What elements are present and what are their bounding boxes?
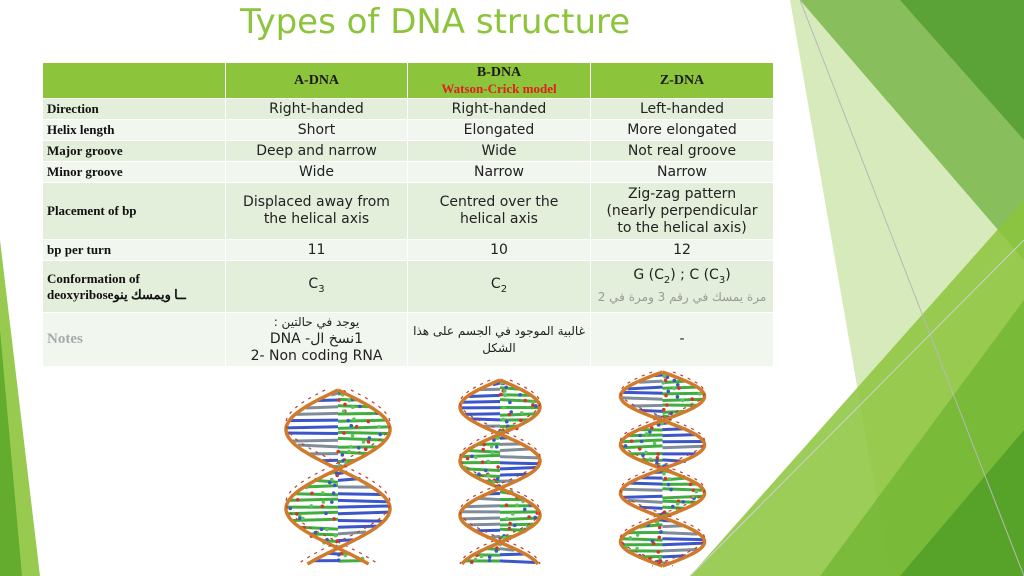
cell-b: غالبية الموجود في الجسم على هذا الشكل <box>408 313 591 367</box>
cell-b: Wide <box>408 141 591 162</box>
row-label: Direction <box>43 99 226 120</box>
cell-b: Elongated <box>408 120 591 141</box>
row-label: Major groove <box>43 141 226 162</box>
row-label: Conformation of ــا ويمسك ينوdeoxyribose <box>43 261 226 313</box>
table-row <box>43 162 774 183</box>
cell-a: 11 <box>226 240 408 261</box>
cell-z: More elongated <box>591 120 774 141</box>
cell-z: Not real groove <box>591 141 774 162</box>
page-title: Types of DNA structure <box>240 2 631 42</box>
cell-b: Narrow <box>408 162 591 183</box>
header-z-dna: Z-DNA <box>591 63 774 99</box>
notes-row <box>43 313 774 367</box>
table-row <box>43 99 774 120</box>
table-header-row <box>43 63 774 99</box>
cell-z: Zig-zag pattern (nearly perpendicular to the helical axis) <box>591 183 774 240</box>
table-row <box>43 120 774 141</box>
a-dna-model-image <box>268 382 408 572</box>
cell-a: Right-handed <box>226 99 408 120</box>
cell-a: Deep and narrow <box>226 141 408 162</box>
cell-b: 10 <box>408 240 591 261</box>
cell-z: - <box>591 313 774 367</box>
dna-comparison-table <box>42 62 774 367</box>
cell-a: Short <box>226 120 408 141</box>
cell-z: G $(C_2)$ ; C $(C_3)$ مرة يمسك في رقم 3 ومرة في 2 <box>591 261 774 313</box>
cell-a: $C_3$ <box>226 261 408 313</box>
notes-label: Notes <box>43 313 226 367</box>
table-row <box>43 240 774 261</box>
row-label: Helix length <box>43 120 226 141</box>
z-dna-model-image <box>600 364 725 574</box>
header-a-dna: A-DNA <box>226 63 408 99</box>
header-empty-cell <box>43 63 226 99</box>
b-dna-model-image <box>440 372 560 572</box>
cell-b: $C_2$ <box>408 261 591 313</box>
row-label: bp per turn <box>43 240 226 261</box>
cell-z: Left-handed <box>591 99 774 120</box>
header-b-dna: B-DNA Watson-Crick model <box>408 63 591 99</box>
cell-z: 12 <box>591 240 774 261</box>
table-row <box>43 183 774 240</box>
table-row <box>43 141 774 162</box>
row-label: Minor groove <box>43 162 226 183</box>
conformation-row <box>43 261 774 313</box>
row-label: Placement of bp <box>43 183 226 240</box>
cell-b: Centred over the helical axis <box>408 183 591 240</box>
watson-crick-label: Watson-Crick model <box>441 80 557 96</box>
cell-b: Right-handed <box>408 99 591 120</box>
cell-a: يوجد في حالتين : 1نسخ ال- DNA 2- Non coding RNA <box>226 313 408 367</box>
cell-a: Wide <box>226 162 408 183</box>
cell-z: Narrow <box>591 162 774 183</box>
cell-a: Displaced away from the helical axis <box>226 183 408 240</box>
